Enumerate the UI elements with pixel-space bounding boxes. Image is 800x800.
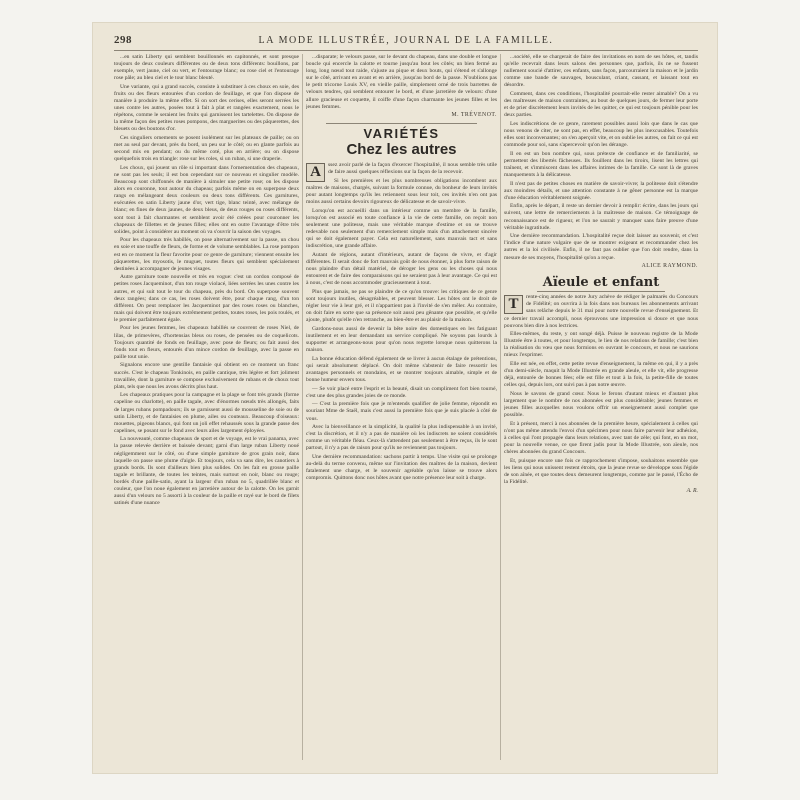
section-rule <box>326 123 477 124</box>
paragraph: Et à présent, merci à nos abonnées de la première heure, spécialement à celles qui n'ont pas même attendu l'envoi d'un spécimen pour nous faire parvenir leur adhésion, à celles qui l'ont propagée dans leurs relations, avec tant de zèle; qui font, en un mot, pour la nouvelle venue, ce que firent jadis pour la Mode Illustrée, son aïeule, nos chères abonnées du grand Concours. <box>504 420 698 456</box>
paragraph: ...société, elle se chargerait de faire des invitations en nom de ses hôtes, et, tandis qu'elle recevrait dans leurs salons des personnes que, parfois, ils ne se fussent nullement soucié d'attirer, ces enfants, sans façon, parcourraient la maison et le jardin comme une bande de sauvages, bousculant, criant, cassant, et laissant tout en désordre. <box>504 54 698 89</box>
paragraph: Pour les jeunes femmes, les chapeaux habillés se couvrent de roses Niel, de lilas, de primevères, d'hortensias bleus ou roses, de pensées ou de coquelicots. Toujours quantité de fonds en feuillage, avec pose de fleurs; ou fait aussi des fonds tout en fleurs, entourés d'un mince cordon de feuillage, avec la passe en paille tout unie. <box>114 325 299 360</box>
author-signature: A. R. <box>686 487 698 494</box>
paragraph: — C'est la première fois que je m'entends qualifier de jolie femme, répondit en souriant Mme de Staël, mais c'est aussi la première fois que je suis placée à côté de vous. <box>306 401 497 422</box>
paragraph: ...en satin Liberty qui semblent bouillonnés en capitonnés, et sont presque toujours de deux couleurs différentes ou de deux tons différents: bouillons, par exemple, vert jaune, ciel ou vert, et l'entourage blanc; ou rose ciel et l'entourage rose pâle; au bleu ciel et le tour blanc bleuté. <box>114 54 299 82</box>
paragraph: Il n'est pas de petites choses en matière de savoir-vivre; la politesse doit s'étendre aux moindres détails, et une attention constante à ne gêner personne est la marque d'une éducation véritablement soignée. <box>504 180 698 201</box>
drop-cap: A <box>306 163 325 182</box>
article-title: Chez les autres <box>346 141 457 159</box>
author-signature: M. TRÉVENOT. <box>451 112 497 119</box>
paragraph <box>504 294 698 329</box>
drop-cap: T <box>504 295 523 314</box>
paragraph: Nous le savons de grand cœur. Nous le ferons d'autant mieux et d'autant plus largement que le nombre de nos abonnées est plus considérable; jeunes femmes et jeunes filles auxquelles nous voulons offrir un enseignement aussi complet que possible. <box>504 390 698 419</box>
middle-column <box>306 54 497 760</box>
paragraph: Autre garniture toute nouvelle et très en vogue: c'est un cordon composé de petites roses Jacqueminot, d'un ton rouge violacé, liées serrées les unes contre les autres, et qui suit tout le tour du chapeau, près du bord. On superpose souvent deux rangées; dans ce cas, les roses doivent être, pour chaque rang, d'un ton différent. On peut remplacer les Jacqueminot par des roses roses ou blanches, mais qui doivent être toujours extrêmement petites, toutes roses, les pois roulés, et le premier parfaitement égale. <box>114 274 299 323</box>
paragraph: Comment, dans ces conditions, l'hospitalité pourrait-elle rester aimable? On a vu des maîtresses de maison contraintes, au bout de quelques jours, de fermer leur porte et de prier discrètement leurs invités de les quitter, ce qui est toujours pénible pour les deux parties. <box>504 90 698 119</box>
paragraph: Les indiscrétions de ce genre, rarement possibles aussi loin que dans le cas que nous venons de citer, ne sont pas, en effet, beaucoup les plus inexcusables. Toutefois elles sont inconvenantes; on s'en aperçoit vite, et on oublie les autres, on fait ce qui est commode pour soi, sans s'apercevoir qu'on les dérange. <box>504 120 698 149</box>
paragraph: Une variante, qui a grand succès, consiste à substituer à ces choux en soie, des fruits ou des fleurs entourées d'un cordon de feuillage, et que l'on dispose de manière à produire la même effet. Si on sort des cerises, elles seront serrées les unes contre les autres, posées tout à fait à plat et rangées exactement, nous le répétons, comme le seraient les fruits qui garnissent les tartelettes. On dispose de la même façon des petites roses pompons, des marguerites ou des pâquerettes, des bleuets ou des boutons d'or. <box>114 83 299 133</box>
paragraph: Une dernière recommandation: sachons partir à temps. Une visite qui se prolonge au-delà du terme convenu, même sur l'invitation des maîtres de la maison, devient fatalement une charge, et le souvenir agréable qu'on laisse se trouve alors compromis. Quittons donc nos hôtes avant que notre présence leur soit à charge. <box>306 454 497 482</box>
paragraph: Il en est un bon nombre qui, sous prétexte de confiance et de familiarité, se permettent des libertés fâcheuses. Ils fouillent dans les tiroirs, lisent les lettres qui traînent, et s'immiscent dans les affaires intimes de la famille. Ce sont là de graves manquements à la délicatesse. <box>504 150 698 178</box>
paragraph: Elles-mêmes, du reste, y ont songé déjà. Puisse le nouveau registre de la Mode Illustrée être à toutes, et pour longtemps, le lien de nos relations de famille; c'est bien la réalisation du vœu que nous formions en ouvrant le concours, et nous ne saurions mieux l'exprimer. <box>504 331 698 359</box>
column-divider <box>500 54 501 760</box>
paragraph-text: ssez avoir parlé de la façon d'exercer l'hospitalité, il nous semble très utile de faire aussi quelques réflexions sur la façon de la recevoir. <box>328 162 497 176</box>
paragraph: — Se voir placé entre l'esprit et la beauté, disait un compliment fort bien tourné, c'est une des plus grandes joies de ce monde. <box>306 385 497 399</box>
paragraph: Lorsqu'on est accueilli dans un intérieur comme un membre de la famille, lorsqu'on est associé en toute confiance à la vie de cette famille, on reçoit non seulement une politesse, mais une véritable marque d'estime et on se trouve redevable non seulement d'un remerciement simple mais d'un attachement sincère qui se doit également payer. Cela est naturellement, sans mauvais tact et sans indiscrétion, une grande affaire. <box>306 207 497 250</box>
paragraph: Avec la bienveillance et la simplicité, la qualité la plus indispensable à un invité, c'est la discrétion, et il n'y a pas de manière où les indiscrets ne soient considérés comme un véritable fléau. Ceux-là s'attendent pas seulement à être reçus, ils le sont partout, il n'y a pas de raison pour qu'ils ne reviennent pas toujours. <box>306 424 497 452</box>
paragraph: Les chapeaux pratiques pour la campagne et la plage se font très grands (forme capeline ou charlotte), en paille tagale, avec d'énormes nœuds très allongés, faits de larges rubans pompadours; ils se garnissent aussi de mousseline de soie ou de satin Liberty, et de fantaisies en plume, ailes ou couteaux. Beaucoup d'oiseaux: mouettes, pigeons blancs, qui font un joli effet rehaussés sous la grande passe des capelines, se posant sur le fond avec leurs ailes largement éployées. <box>114 392 299 434</box>
section-heading <box>504 275 698 290</box>
author-signature: ALICE RAYMOND. <box>641 263 698 270</box>
paragraph: Si les premières et les plus nombreuses obligations incombent aux maîtres de maisons, chargés, suivant la formule connue, du bonheur de leurs invités pour autant longtemps qu'ils les retiennent sous leur toit, ces invités n'en ont pas moins aussi certains devoirs rigoureux de délicatesse et de savoir-vivre. <box>306 178 497 206</box>
journal-title: LA MODE ILLUSTRÉE, JOURNAL DE LA FAMILLE. <box>258 35 554 46</box>
paragraph: Autant de régions, autant d'intérieurs, autant de façons de vivre, et d'agir différentes. Il serait donc de fort mauvais goût de nous étonner, à plus forte raison de nous plaindre d'un détail matériel, de déroger les gens ou les choses qui nous entourent et de faire des comparaisons qui ne seraient pas à leur avantage. Ce qui est à nous, c'est de nous accommoder gracieusement à tout. <box>306 251 497 287</box>
column-divider <box>302 54 303 760</box>
article-title: Aïeule et enfant <box>537 275 665 292</box>
paragraph: Les choux, qui jouent un rôle si important dans l'ornementation des chapeaux, ne sont pas les seuls; il est bon cependant sur ce nouveau et singulier modèle. Beaucoup sont chiffonnés de manière à simuler une petite rose; on les dispose alors en couronne, tout autour du chapeau; parfois même on en superpose deux rangs en mélangeant deux couleurs ou deux tons différents. Ces garnitures, exécutées en satin Liberty jaune d'or, vert tige, blanc teinté, avec mélange de blanc; en fines de deux jaunes, de deux bleus, de deux rouges ou roses différents, sont tout à fait charmantes et semblent avoir été créées pour couronner les chapeaux de fillettes et de jeunes filles; elles ont en outre l'avantage d'être très solides, point à considérer au moment où va s'ouvrir la saison des voyages. <box>114 164 299 235</box>
magazine-page <box>92 22 718 774</box>
running-header <box>114 34 698 51</box>
paragraph <box>306 162 497 181</box>
paragraph: Elle est née, en effet, cette petite revue d'enseignement, la même en qui, il y a près d'un demi-siècle, maquit la Mode Illustrée en grande aïeule, et elle vit, elle progresse déjà, entourée de bonnes fées; elle est fille et tout à la fois, la petite-fille de toutes celles qui, depuis lors, ont suivi pas à pas notre œuvre. <box>504 361 698 389</box>
section-heading <box>306 127 497 158</box>
paragraph: Enfin, après le départ, il reste un dernier devoir à remplir: écrire, dans les jours qui suivent, une lettre de remerciements à la maîtresse de maison. Ce témoignage de reconnaissance est de rigueur, et l'on ne saurait y manquer sans faire preuve d'une véritable ingratitude. <box>504 203 698 231</box>
paragraph: La nouveauté, comme chapeaux de sport et de voyage, est le vrai panama, avec la passe relevée derrière et baissée devant; garni d'un large ruban Liberty noué négligemment sur le côté, ou d'une simple garniture de gros grain noir, dans laquelle on passe une plume d'aigle. Et toujours, cela va sans dire, les canotiers à grands bords. Ils sont d'ailleurs bien plus solides. On les fait en grosse paille tagale et brillante, de toutes les teintes, mais surtout en noir, blanc ou rouge; bordés d'une paille-satin, ayant la largeur d'un ruban no 5, quadrillée blanc et couleur, que l'on noue également en jarretière autour de la calotte. On les garnit aussi d'un velours no 5 assorti à la couleur de la paille et rayé sur le bord de filets satinés d'une nuance <box>114 436 299 507</box>
paragraph: Gardons-nous aussi de devenir la bête noire des domestiques en les fatiguant inutilement et en leur demandant un service compliqué. Ne soyons pas lourds à supporter et arrangeons-nous pour qu'on nous regrette lorsque nous quitterons la maison. <box>306 325 497 354</box>
section-kicker: VARIÉTÉS <box>363 126 440 142</box>
paragraph: Plus que jamais, ne pas se plaindre de ce qu'on trouve: les critiques de ce genre sont toujours inutiles, désagréables, et peuvent blesser. Les hôtes ont le droit de régler leur vie à leur gré, et il n'appartient pas à l'invité de s'en mêler. Au contraire, on doit faire en sorte que sa présence soit aussi peu gênante que possible, et qu'elle ajoute, plutôt qu'elle n'en retranche, au bien-être et au plaisir de la maison. <box>306 288 497 324</box>
paragraph: Signalons encore une gentille fantaisie qui obtient en ce moment un franc succès. C'est le chapeau Tonkinois, en paille cantique, très légère et fort joliment travaillée, dont la garniture se compose exclusivement de rubans et de choux tout plats, tels que nous les avons décrits plus haut. <box>114 362 299 390</box>
left-column <box>114 54 299 760</box>
paragraph: Et, puisque encore une fois ce rapprochement s'impose, souhaitons ensemble que les liens qui nous unissent restent étroits, que la jeune revue se développe sous l'égide de son aînée, et que toutes deux demeurent longtemps, comme par le passé, l'Écho de la Fidélité. <box>504 457 698 486</box>
paragraph-text: rente-cinq années de notre Jury achève de rédiger le palmarès du Concours de Fidélité; on ouvrira à la fois dans nos bureaux les abonnements arrivant sans relâche depuis le 31 mai pour notre nouvelle revue d'enseignement. Et ce dernier travail accompli, nous éprouvons une impression si douce et que nous pouvons bien dire à nos lectrices. <box>504 294 698 329</box>
paragraph: ...disparate; le velours passe, sur le devant du chapeau, dans une double et longue boucle qui encercle la calotte et tourne jusqu'au bout les côtés; un bien fermé au long, long nœud tout raide, s'ajuste au pique et deux bouts, qui s'étend et s'allonge sur le côté, arrivant en avant et en arrière, jusqu'au bord de la passe. N'oublions pas le petit tricorne Louis XV, en vieille paille, simplement orné de trois barrettes de velours tendres, qui semblent entourer le bord, et d'une jarretière de velours: d'une allure gracieuse et coquette, il coiffe d'une façon charmante les jeunes filles et les jeunes femmes. <box>306 54 497 110</box>
paragraph: Pour les chapeaux très habillés, on pose alternativement sur la passe, un chou en soie et une touffe de fleurs, de forme et de volume semblables. La rose pompon est en ce moment la fleur favorite pour ce genre de garniture; viennent ensuite les pâquerettes, les myosotis, le muguet, toutes fleurs qui semblent spécialement destinées à accompagner de jeunes visages. <box>114 237 299 272</box>
paragraph: Une dernière recommandation. L'hospitalité reçue doit laisser au souvenir, et c'est l'indice d'une nature vulgaire que de se montrer exigeant et recommander chez les autres et la loi civilisée. Enfin, il ne faut pas oublier que l'on doit rendre, dans la mesure de ses moyens, l'hospitalité qu'on a reçue. <box>504 233 698 261</box>
page-number: 298 <box>114 34 132 46</box>
paragraph: Ces singuliers ornements se posent isolément sur les plateaux de paille; ou on met au seul par devant, près du bord, un peu sur le côté; ou en glante parfois au second mis en pendant; ou du même coté, plus en arrière; ou on dispose quelquefois trois en triangle: rose sur les roles, si un ruban, si une draperie. <box>114 135 299 163</box>
paragraph: La bonne éducation défend également de se livrer à aucun étalage de prétentions, qui serait absolument déplacé. On doit même s'abstenir de faire ressortir les avantages personnels et mondains, et se montrer toujours aimable, simple et de bonne humeur envers tous. <box>306 355 497 384</box>
right-column <box>504 54 698 760</box>
